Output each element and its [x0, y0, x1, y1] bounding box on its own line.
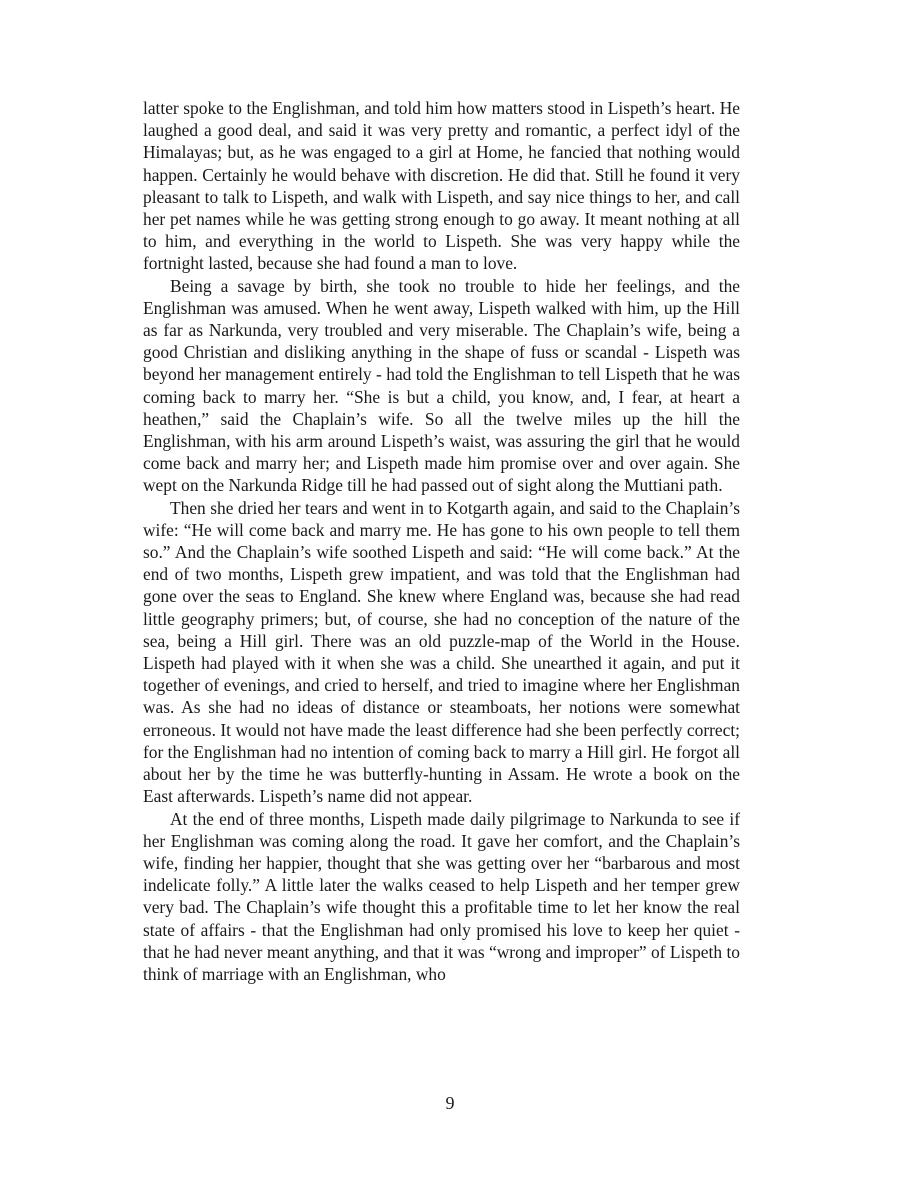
paragraph-1: latter spoke to the Englishman, and told him how matters stood in Lispeth’s heart. He laughed a good deal, and said it was very pretty and romantic, a perfect idyl of the Himalayas; but, as he was engaged to a girl at Home, he fancied that nothing would happen. Certainly he would behave with discretion. He did that. Still he found it very pleasant to talk to Lispeth, and walk with Lispeth, and say nice things to her, and call her pet names while he was getting strong enough to go away. It meant nothing at all to him, and everything in the world to Lispeth. She was very happy while the fortnight lasted, because she had found a man to love.: [143, 98, 740, 274]
paragraph-4: At the end of three months, Lispeth made daily pilgrimage to Narkunda to see if her Englishman was coming along the road. It gave her comfort, and the Chaplain’s wife, finding her happier, thought that she was getting over her “barbarous and most indelicate folly.” A little later the walks ceased to help Lispeth and her temper grew very bad. The Chaplain’s wife thought this a profitable time to let her know the real state of affairs - that the Englishman had only promised his love to keep her quiet - that he had never meant anything, and that it was “wrong and improper” of Lispeth to think of marriage with an Englishman, who: [143, 808, 740, 984]
body-text: [143, 97, 740, 985]
page-number: 9: [445, 1093, 455, 1113]
paragraph-3: Then she dried her tears and went in to Kotgarth again, and said to the Chaplain’s wife: “He will come back and marry me. He has gone to his own people to tell them so.” And the Chaplain’s wife soothed Lispeth and said: “He will come back.” At the end of two months, Lispeth grew impatient, and was told that the Englishman had gone over the seas to England. She knew where England was, because she had read little geography primers; but, of course, she had no conception of the nature of the sea, being a Hill girl. There was an old puzzle-map of the World in the House. Lispeth had played with it when she was a child. She unearthed it again, and put it together of evenings, and cried to herself, and tried to imagine where her Englishman was. As she had no ideas of distance or steamboats, her notions were somewhat erroneous. It would not have made the least difference had she been perfectly correct; for the Englishman had no intention of coming back to marry a Hill girl. He forgot all about her by the time he was butterfly-hunting in Assam. He wrote a book on the East afterwards. Lispeth’s name did not appear.: [143, 497, 740, 807]
paragraph-2: Being a savage by birth, she took no trouble to hide her feelings, and the Englishman was amused. When he went away, Lispeth walked with him, up the Hill as far as Narkunda, very troubled and very miserable. The Chaplain’s wife, being a good Christian and disliking anything in the shape of fuss or scandal - Lispeth was beyond her management entirely - had told the Englishman to tell Lispeth that he was coming back to marry her. “She is but a child, you know, and, I fear, at heart a heathen,” said the Chaplain’s wife. So all the twelve miles up the hill the Englishman, with his arm around Lispeth’s waist, was assuring the girl that he would come back and marry her; and Lispeth made him promise over and over again. She wept on the Narkunda Ridge till he had passed out of sight along the Muttiani path.: [143, 275, 740, 496]
